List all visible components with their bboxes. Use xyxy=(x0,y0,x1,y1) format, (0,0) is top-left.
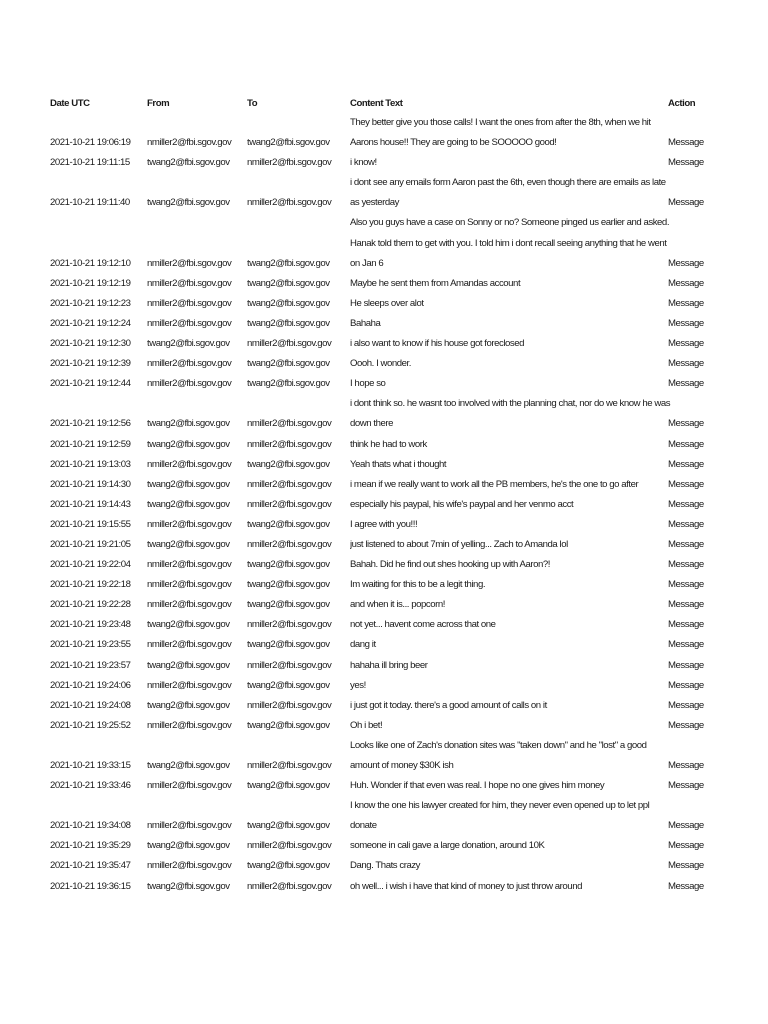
cell-to: twang2@fbi.sgov.gov xyxy=(247,378,330,390)
cell-from: twang2@fbi.sgov.gov xyxy=(147,197,230,209)
content-text-line: I know the one his lawyer created for him, they never even opened up to let ppl xyxy=(350,800,650,812)
cell-content: yes! xyxy=(350,679,366,691)
cell-action: Message xyxy=(668,659,704,671)
table-row xyxy=(50,334,710,354)
cell-to: twang2@fbi.sgov.gov xyxy=(247,599,330,611)
cell-action: Message xyxy=(668,840,704,852)
cell-from: twang2@fbi.sgov.gov xyxy=(147,157,230,169)
cell-action: Message xyxy=(668,358,704,370)
table-row xyxy=(50,736,710,776)
table-row xyxy=(50,877,710,897)
table-row xyxy=(50,515,710,535)
cell-date: 2021-10-21 19:14:30 xyxy=(50,478,131,490)
table-row xyxy=(50,274,710,294)
table-row xyxy=(50,294,710,314)
cell-from: nmiller2@fbi.sgov.gov xyxy=(147,719,232,731)
cell-to: twang2@fbi.sgov.gov xyxy=(247,679,330,691)
table-row xyxy=(50,656,710,676)
cell-content: i know! xyxy=(350,157,377,169)
cell-from: nmiller2@fbi.sgov.gov xyxy=(147,518,232,530)
cell-action: Message xyxy=(668,780,704,792)
cell-content: especially his paypal, his wife's paypal and her venmo acct xyxy=(350,498,574,510)
cell-to: twang2@fbi.sgov.gov xyxy=(247,358,330,370)
cell-from: twang2@fbi.sgov.gov xyxy=(147,760,230,771)
cell-action: Message xyxy=(668,559,704,571)
cell-content: Im waiting for this to be a legit thing. xyxy=(350,579,486,591)
cell-date: 2021-10-21 19:22:28 xyxy=(50,599,131,611)
cell-content: Yeah thats what i thought xyxy=(350,458,447,470)
cell-action: Message xyxy=(668,860,704,872)
table-row xyxy=(50,354,710,374)
cell-from: twang2@fbi.sgov.gov xyxy=(147,880,230,892)
cell-action: Message xyxy=(668,639,704,651)
header-from: From xyxy=(147,97,170,109)
cell-to: nmiller2@fbi.sgov.gov xyxy=(247,338,332,350)
cell-content: i also want to know if his house got foreclosed xyxy=(350,338,525,350)
cell-to: twang2@fbi.sgov.gov xyxy=(247,719,330,731)
table-body xyxy=(50,113,710,897)
content-text-line: Also you guys have a case on Sonny or no? Someone pinged us earlier and asked. xyxy=(350,217,670,229)
cell-to: nmiller2@fbi.sgov.gov xyxy=(247,840,332,852)
cell-from: twang2@fbi.sgov.gov xyxy=(147,338,230,350)
cell-from: nmiller2@fbi.sgov.gov xyxy=(147,780,232,792)
table-row xyxy=(50,113,710,153)
cell-to: nmiller2@fbi.sgov.gov xyxy=(247,438,332,450)
cell-from: twang2@fbi.sgov.gov xyxy=(147,498,230,510)
cell-date: 2021-10-21 19:12:56 xyxy=(50,418,131,430)
cell-date: 2021-10-21 19:22:18 xyxy=(50,579,131,591)
table-row xyxy=(50,635,710,655)
cell-date: 2021-10-21 19:15:55 xyxy=(50,518,131,530)
content-text-line: i dont see any emails form Aaron past the 6th, even though there are emails as late xyxy=(350,177,666,189)
cell-date: 2021-10-21 19:12:24 xyxy=(50,317,131,329)
cell-to: nmiller2@fbi.sgov.gov xyxy=(247,418,332,430)
cell-content: Bahah. Did he find out shes hooking up with Aaron?! xyxy=(350,559,550,571)
cell-date: 2021-10-21 19:12:39 xyxy=(50,358,131,370)
cell-action: Message xyxy=(668,719,704,731)
cell-content: just listened to about 7min of yelling... Zach to Amanda lol xyxy=(350,538,568,550)
table-row xyxy=(50,676,710,696)
cell-date: 2021-10-21 19:34:08 xyxy=(50,820,131,832)
cell-content: hahaha ill bring beer xyxy=(350,659,428,671)
cell-date: 2021-10-21 19:35:47 xyxy=(50,860,131,872)
cell-date: 2021-10-21 19:23:57 xyxy=(50,659,131,671)
cell-from: nmiller2@fbi.sgov.gov xyxy=(147,137,232,149)
cell-action: Message xyxy=(668,418,704,430)
cell-from: twang2@fbi.sgov.gov xyxy=(147,659,230,671)
cell-content: down there xyxy=(350,418,393,430)
cell-from: nmiller2@fbi.sgov.gov xyxy=(147,317,232,329)
cell-action: Message xyxy=(668,277,704,289)
content-text-line: They better give you those calls! I want the ones from after the 8th, when we hit xyxy=(350,117,651,128)
cell-action: Message xyxy=(668,378,704,390)
cell-to: nmiller2@fbi.sgov.gov xyxy=(247,880,332,892)
cell-date: 2021-10-21 19:12:44 xyxy=(50,378,131,390)
cell-content: I agree with you!!! xyxy=(350,518,418,530)
cell-date: 2021-10-21 19:13:03 xyxy=(50,458,131,470)
cell-to: nmiller2@fbi.sgov.gov xyxy=(247,659,332,671)
cell-from: nmiller2@fbi.sgov.gov xyxy=(147,358,232,370)
cell-to: twang2@fbi.sgov.gov xyxy=(247,579,330,591)
table-header xyxy=(50,93,710,113)
cell-to: twang2@fbi.sgov.gov xyxy=(247,518,330,530)
cell-action: Message xyxy=(668,137,704,149)
cell-action: Message xyxy=(668,538,704,550)
cell-to: nmiller2@fbi.sgov.gov xyxy=(247,197,332,209)
cell-to: nmiller2@fbi.sgov.gov xyxy=(247,760,332,771)
cell-to: nmiller2@fbi.sgov.gov xyxy=(247,619,332,631)
cell-from: twang2@fbi.sgov.gov xyxy=(147,619,230,631)
cell-action: Message xyxy=(668,317,704,329)
cell-date: 2021-10-21 19:23:55 xyxy=(50,639,131,651)
cell-action: Message xyxy=(668,679,704,691)
content-text-line: Hanak told them to get with you. I told him i dont recall seeing anything that he went xyxy=(350,237,667,249)
cell-date: 2021-10-21 19:25:52 xyxy=(50,719,131,731)
cell-content: think he had to work xyxy=(350,438,427,450)
table-row xyxy=(50,856,710,876)
cell-action: Message xyxy=(668,599,704,611)
cell-from: nmiller2@fbi.sgov.gov xyxy=(147,679,232,691)
cell-to: twang2@fbi.sgov.gov xyxy=(247,458,330,470)
cell-action: Message xyxy=(668,820,704,832)
table-row xyxy=(50,394,710,434)
cell-content: i just got it today. there's a good amount of calls on it xyxy=(350,699,547,711)
cell-from: nmiller2@fbi.sgov.gov xyxy=(147,579,232,591)
cell-content: on Jan 6 xyxy=(350,257,384,269)
cell-to: twang2@fbi.sgov.gov xyxy=(247,780,330,792)
table-row xyxy=(50,314,710,334)
cell-date: 2021-10-21 19:12:30 xyxy=(50,338,131,350)
cell-action: Message xyxy=(668,257,704,269)
table-row xyxy=(50,776,710,796)
cell-to: twang2@fbi.sgov.gov xyxy=(247,820,330,832)
cell-content: oh well... i wish i have that kind of money to just throw around xyxy=(350,880,582,892)
table-row xyxy=(50,153,710,173)
message-log-table xyxy=(50,93,710,897)
table-row xyxy=(50,374,710,394)
content-text-line: i dont think so. he wasnt too involved with the planning chat, nor do we know he was xyxy=(350,398,671,410)
table-row xyxy=(50,475,710,495)
cell-content: Huh. Wonder if that even was real. I hope no one gives him money xyxy=(350,780,605,792)
cell-date: 2021-10-21 19:22:04 xyxy=(50,559,131,571)
cell-action: Message xyxy=(668,760,704,771)
cell-date: 2021-10-21 19:24:08 xyxy=(50,699,131,711)
cell-to: twang2@fbi.sgov.gov xyxy=(247,257,330,269)
cell-date: 2021-10-21 19:14:43 xyxy=(50,498,131,510)
cell-date: 2021-10-21 19:12:59 xyxy=(50,438,131,450)
cell-content: Maybe he sent them from Amandas account xyxy=(350,277,521,289)
cell-from: twang2@fbi.sgov.gov xyxy=(147,438,230,450)
cell-content: dang it xyxy=(350,639,376,651)
header-action: Action xyxy=(668,97,696,109)
cell-action: Message xyxy=(668,297,704,309)
cell-date: 2021-10-21 19:12:19 xyxy=(50,277,131,289)
cell-action: Message xyxy=(668,338,704,350)
cell-content: amount of money $30K ish xyxy=(350,760,454,771)
cell-to: nmiller2@fbi.sgov.gov xyxy=(247,157,332,169)
table-row xyxy=(50,696,710,716)
content-text-line: Looks like one of Zach's donation sites was "taken down" and he "lost" a good xyxy=(350,739,647,751)
table-row xyxy=(50,435,710,455)
cell-from: nmiller2@fbi.sgov.gov xyxy=(147,257,232,269)
cell-action: Message xyxy=(668,518,704,530)
cell-from: nmiller2@fbi.sgov.gov xyxy=(147,277,232,289)
cell-content: Oh i bet! xyxy=(350,719,383,731)
cell-action: Message xyxy=(668,458,704,470)
table-row xyxy=(50,595,710,615)
cell-content: Bahaha xyxy=(350,317,381,329)
cell-date: 2021-10-21 19:11:15 xyxy=(50,157,130,169)
table-row xyxy=(50,796,710,836)
cell-from: nmiller2@fbi.sgov.gov xyxy=(147,820,232,832)
cell-to: twang2@fbi.sgov.gov xyxy=(247,277,330,289)
cell-from: twang2@fbi.sgov.gov xyxy=(147,840,230,852)
cell-action: Message xyxy=(668,478,704,490)
cell-date: 2021-10-21 19:36:15 xyxy=(50,880,131,892)
cell-to: nmiller2@fbi.sgov.gov xyxy=(247,699,332,711)
cell-content: and when it is... popcorn! xyxy=(350,599,445,611)
cell-action: Message xyxy=(668,157,704,169)
table-row xyxy=(50,575,710,595)
cell-from: nmiller2@fbi.sgov.gov xyxy=(147,639,232,651)
table-row xyxy=(50,836,710,856)
cell-date: 2021-10-21 19:11:40 xyxy=(50,197,130,209)
cell-to: twang2@fbi.sgov.gov xyxy=(247,860,330,872)
cell-content: donate xyxy=(350,820,377,832)
cell-from: twang2@fbi.sgov.gov xyxy=(147,538,230,550)
cell-action: Message xyxy=(668,197,704,209)
cell-date: 2021-10-21 19:21:05 xyxy=(50,538,131,550)
cell-from: nmiller2@fbi.sgov.gov xyxy=(147,559,232,571)
table-row xyxy=(50,716,710,736)
cell-date: 2021-10-21 19:23:48 xyxy=(50,619,131,631)
cell-from: twang2@fbi.sgov.gov xyxy=(147,418,230,430)
cell-from: nmiller2@fbi.sgov.gov xyxy=(147,599,232,611)
cell-content: someone in cali gave a large donation, around 10K xyxy=(350,840,545,852)
header-date: Date UTC xyxy=(50,97,90,109)
header-content: Content Text xyxy=(350,97,403,109)
cell-to: twang2@fbi.sgov.gov xyxy=(247,639,330,651)
cell-content: Dang. Thats crazy xyxy=(350,860,421,872)
cell-from: twang2@fbi.sgov.gov xyxy=(147,699,230,711)
cell-action: Message xyxy=(668,438,704,450)
cell-to: twang2@fbi.sgov.gov xyxy=(247,559,330,571)
table-row xyxy=(50,455,710,475)
cell-content: i mean if we really want to work all the PB members, he's the one to go after xyxy=(350,478,639,490)
cell-content: Oooh. I wonder. xyxy=(350,358,411,370)
cell-content: He sleeps over alot xyxy=(350,297,424,309)
cell-to: twang2@fbi.sgov.gov xyxy=(247,297,330,309)
cell-from: nmiller2@fbi.sgov.gov xyxy=(147,458,232,470)
cell-to: nmiller2@fbi.sgov.gov xyxy=(247,498,332,510)
cell-action: Message xyxy=(668,579,704,591)
cell-to: twang2@fbi.sgov.gov xyxy=(247,137,330,149)
cell-content: not yet... havent come across that one xyxy=(350,619,496,631)
cell-to: nmiller2@fbi.sgov.gov xyxy=(247,478,332,490)
cell-date: 2021-10-21 19:24:06 xyxy=(50,679,131,691)
cell-to: twang2@fbi.sgov.gov xyxy=(247,317,330,329)
cell-date: 2021-10-21 19:12:10 xyxy=(50,257,131,269)
cell-action: Message xyxy=(668,699,704,711)
cell-action: Message xyxy=(668,498,704,510)
header-to: To xyxy=(247,97,258,109)
cell-date: 2021-10-21 19:12:23 xyxy=(50,297,131,309)
table-row xyxy=(50,173,710,213)
table-row xyxy=(50,495,710,515)
table-row xyxy=(50,615,710,635)
cell-date: 2021-10-21 19:33:15 xyxy=(50,760,131,771)
cell-date: 2021-10-21 19:06:19 xyxy=(50,137,131,149)
table-row xyxy=(50,213,710,273)
cell-from: nmiller2@fbi.sgov.gov xyxy=(147,297,232,309)
cell-action: Message xyxy=(668,880,704,892)
cell-from: nmiller2@fbi.sgov.gov xyxy=(147,860,232,872)
cell-content: Aarons house!! They are going to be SOOOOO good! xyxy=(350,137,557,149)
cell-action: Message xyxy=(668,619,704,631)
table-row xyxy=(50,555,710,575)
table-row xyxy=(50,535,710,555)
cell-date: 2021-10-21 19:33:46 xyxy=(50,780,131,792)
cell-content: I hope so xyxy=(350,378,386,390)
cell-from: twang2@fbi.sgov.gov xyxy=(147,478,230,490)
cell-content: as yesterday xyxy=(350,197,399,209)
cell-to: nmiller2@fbi.sgov.gov xyxy=(247,538,332,550)
cell-from: nmiller2@fbi.sgov.gov xyxy=(147,378,232,390)
cell-date: 2021-10-21 19:35:29 xyxy=(50,840,131,852)
